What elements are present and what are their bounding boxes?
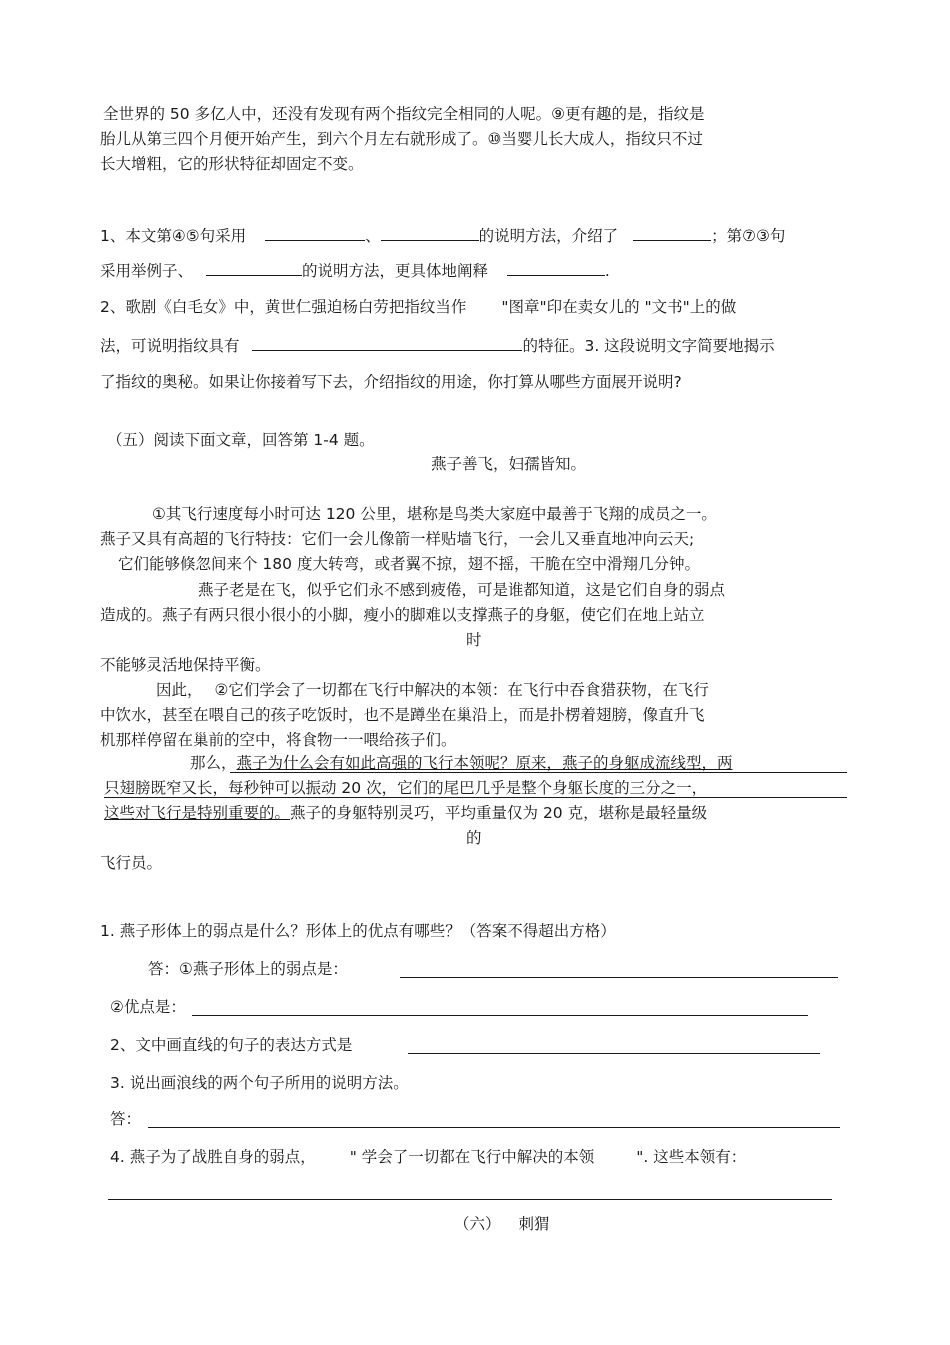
passage-line: 不能够灵活地保持平衡。 (100, 656, 271, 674)
question-1-cont (100, 259, 610, 281)
passage-line: 机那样停留在巢前的空中，将食物一一喂给孩子们。 (100, 731, 457, 749)
passage-text: 燕子的身躯特别灵巧，平均重量仅为 20 克，堪称是最轻量级 (290, 804, 708, 822)
answer-blank[interactable] (381, 224, 479, 241)
question-text: 1、本文第④⑤句采用 (100, 227, 247, 245)
question-text: 的说明方法，更具体地阐释 (301, 262, 488, 280)
section-title: 刺猬 (518, 1215, 550, 1233)
passage-line: 中饮水，甚至在喂自己的孩子吃饭时，也不是蹲坐在巢沿上，而是扑楞着翅膀，像直升飞 (100, 706, 705, 724)
passage-line: 燕子老是在飞，似乎它们永不感到疲倦，可是谁都知道，这是它们自身的弱点 (198, 581, 726, 599)
question-1: 1. 燕子形体上的弱点是什么？形体上的优点有哪些？（答案不得超出方格） (100, 922, 616, 940)
answer-line[interactable] (408, 1053, 820, 1054)
underlined-sentence: 这些对飞行是特别重要的。 (104, 804, 291, 822)
passage-line: 造成的。燕子有两只很小很小的小脚，瘦小的脚难以支撑燕子的身躯，使它们在地上站立 (100, 606, 705, 624)
section-intro: （五）阅读下面文章，回答第 1-4 题。 (107, 431, 375, 449)
question-text: 的特征。3. 这段说明文字简要地揭示 (522, 337, 775, 355)
passage-line (190, 753, 733, 773)
question-2: 2、文中画直线的句子的表达方式是 (110, 1036, 353, 1054)
answer-label: 答：①燕子形体上的弱点是： (148, 960, 348, 978)
question-2 (100, 297, 736, 317)
underlined-sentence: 燕子为什么会有如此高强的飞行本领呢？原来，燕子的身躯成流线型，两 (236, 754, 733, 772)
passage-line: 长大增粗，它的形状特征却固定不变。 (100, 155, 364, 173)
passage-line: 飞行员。 (100, 854, 163, 872)
question-text: " 学会了一切都在飞行中解决的本领 (349, 1148, 595, 1166)
section-label: （六） (454, 1215, 501, 1233)
question-text: . (604, 262, 610, 280)
answer-blank[interactable] (265, 224, 365, 241)
question-text: ". 这些本领有： (636, 1148, 747, 1166)
question-3: 3. 说出画浪线的两个句子所用的说明方法。 (110, 1074, 409, 1092)
answer-label: 答： (110, 1110, 142, 1128)
answer-line[interactable] (192, 1015, 808, 1016)
passage-line: 全世界的 50 多亿人中，还没有发现有两个指纹完全相同的人呢。⑨更有趣的是，指纹是 (103, 105, 705, 123)
passage-text: ②它们学会了一切都在飞行中解决的本领：在飞行中吞食猎获物，在飞行 (214, 681, 709, 699)
question-text: 法，可说明指纹具有 (100, 337, 240, 355)
question-text: "图章"印在卖女儿的 "文书"上的做 (501, 298, 737, 316)
section-heading (454, 1214, 550, 1234)
question-text: 、 (365, 227, 381, 245)
passage-line: 时 (466, 631, 482, 649)
answer-blank[interactable] (507, 259, 605, 276)
question-2-cont (100, 334, 775, 356)
answer-blank[interactable] (633, 224, 711, 241)
question-text: 采用举例子、 (100, 262, 194, 280)
question-1 (100, 224, 785, 246)
question-4 (110, 1147, 746, 1167)
answer-label: ②优点是： (110, 998, 186, 1016)
question-text: 的说明方法，介绍了 (478, 227, 619, 245)
answer-blank[interactable] (206, 259, 302, 276)
passage-line: 的 (466, 829, 482, 847)
underline (104, 797, 847, 798)
question-text: 4. 燕子为了战胜自身的弱点， (110, 1148, 316, 1166)
passage-line (156, 680, 709, 700)
passage-line: 只翅膀既窄又长，每秒钟可以振动 20 次，它们的尾巴几乎是整个身躯长度的三分之一， (104, 779, 708, 797)
answer-line[interactable] (400, 977, 838, 978)
underline (230, 772, 847, 773)
question-text: ；第⑦③句 (711, 227, 786, 245)
passage-line: 燕子又具有高超的飞行特技：它们一会儿像箭一样贴墙飞行，一会儿又垂直地冲向云天; (100, 530, 695, 548)
section-title: 燕子善飞，妇孺皆知。 (431, 455, 587, 473)
question-text: 2、歌剧《白毛女》中，黄世仁强迫杨白劳把指纹当作 (100, 298, 467, 316)
passage-line: 它们能够倏忽间来个 180 度大转弯，或者翼不掠，翅不摇，干脆在空中滑翔几分钟。 (118, 555, 700, 573)
answer-blank[interactable] (252, 334, 522, 351)
answer-line[interactable] (108, 1199, 832, 1200)
passage-text: 那么， (190, 754, 237, 772)
question-3: 了指纹的奥秘。如果让你接着写下去，介绍指纹的用途，你打算从哪些方面展开说明? (100, 373, 682, 391)
passage-line: 胎儿从第三四个月便开始产生，到六个月左右就形成了。⑩当婴儿长大成人，指纹只不过 (100, 130, 703, 148)
answer-line[interactable] (148, 1127, 840, 1128)
passage-line: ①其飞行速度每小时可达 120 公里，堪称是鸟类大家庭中最善于飞翔的成员之一。 (152, 505, 717, 523)
passage-text: 因此， (156, 681, 203, 699)
passage-line (104, 803, 707, 823)
